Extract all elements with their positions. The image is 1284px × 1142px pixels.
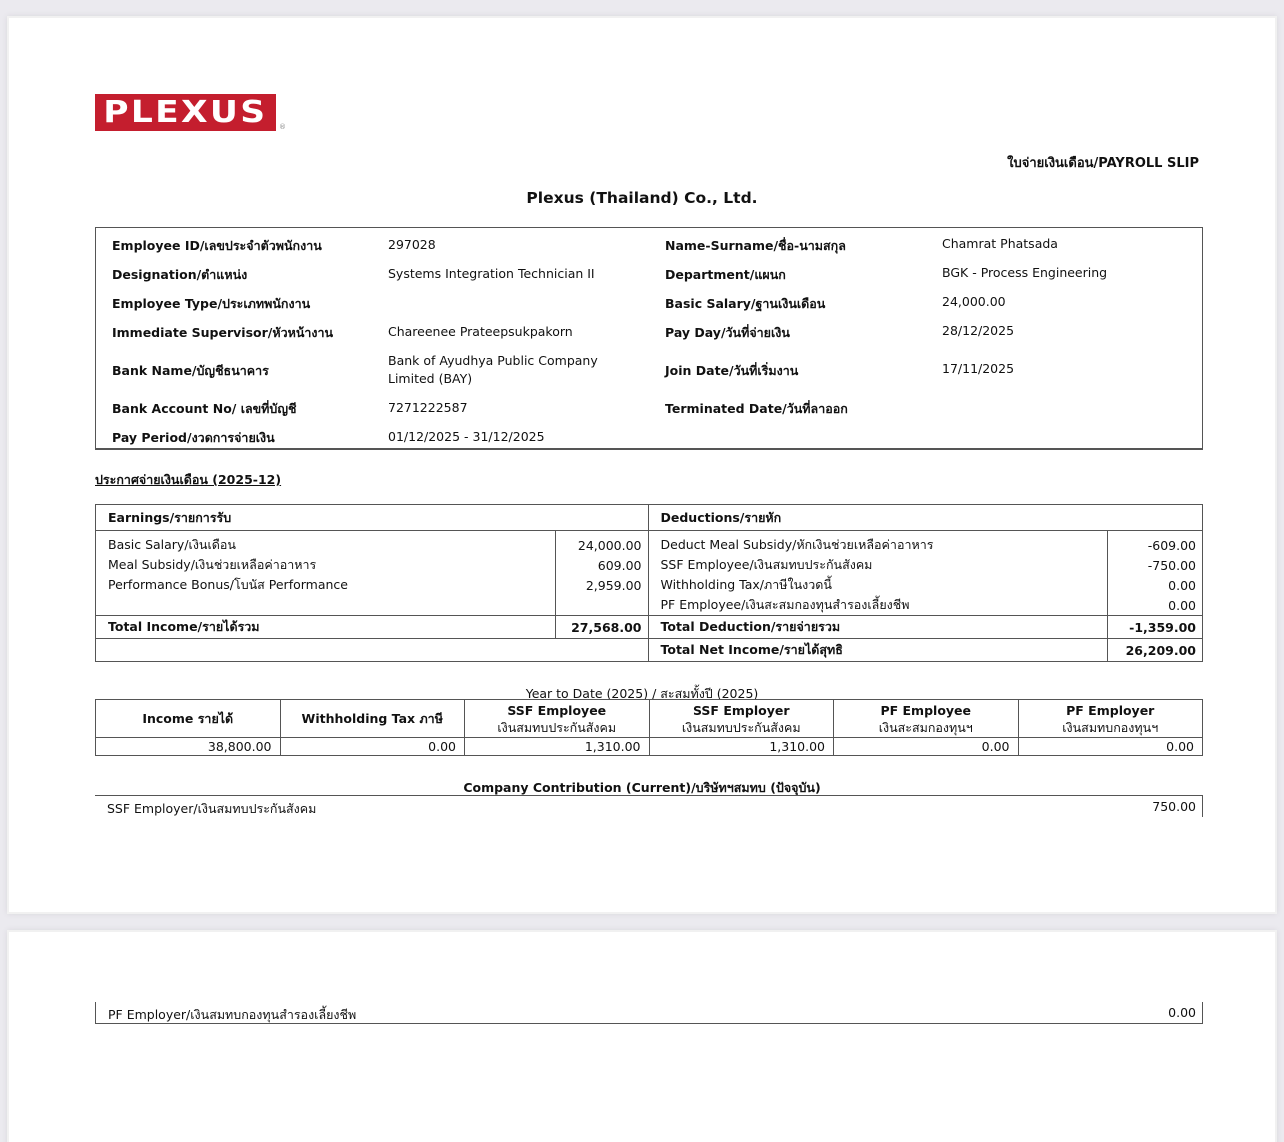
ytd-col-title: Income รายได้ — [142, 711, 234, 726]
earning-amount: 609.00 — [555, 555, 648, 575]
deduction-amount: -750.00 — [1108, 555, 1203, 575]
pay-period-value: 01/12/2025 - 31/12/2025 — [388, 429, 545, 444]
total-deduction-value: -1,359.00 — [1108, 616, 1203, 639]
ytd-pf-employer-value: 0.00 — [1018, 738, 1203, 756]
ytd-col-subtitle: เงินสมทบประกันสังคม — [681, 719, 801, 735]
earning-label: Basic Salary/เงินเดือน — [96, 531, 556, 556]
contribution-amount: 0.00 — [1168, 1005, 1196, 1020]
registered-mark-icon: ® — [279, 123, 286, 131]
earning-label: Performance Bonus/โบนัส Performance — [96, 575, 556, 595]
deduction-label: SSF Employee/เงินสมทบประกันสังคม — [648, 555, 1108, 575]
join-date-label: Join Date/วันที่เริ่มงาน — [665, 363, 799, 378]
pay-period-label: Pay Period/งวดการจ่ายเงิน — [112, 430, 275, 445]
plexus-logo — [95, 94, 276, 131]
payroll-notice-title: ประกาศจ่ายเงินเดือน (2025-12) — [95, 472, 282, 487]
employee-info-box — [95, 227, 1203, 450]
net-income-label: Total Net Income/รายได้สุทธิ — [648, 639, 1108, 662]
deduction-label: Withholding Tax/ภาษีในงวดนี้ — [648, 575, 1108, 595]
payslip-page-1 — [7, 16, 1277, 914]
contribution-row — [95, 795, 1203, 817]
deduction-label: PF Employee/เงินสะสมกองทุนสำรองเลี้ยงชีพ — [648, 595, 1108, 616]
name-value: Chamrat Phatsada — [942, 236, 1058, 251]
ytd-col-pf-employee — [834, 700, 1019, 738]
ytd-values-row — [96, 738, 1203, 756]
table-header-row — [96, 505, 1203, 531]
deduction-amount: 0.00 — [1108, 595, 1203, 616]
bank-name-value: Bank of Ayudhya Public Company Limited (BAY) — [388, 353, 598, 386]
supervisor-label: Immediate Supervisor/หัวหน้างาน — [112, 325, 334, 340]
terminated-date-label: Terminated Date/วันที่ลาออก — [665, 401, 848, 416]
ytd-ssf-employer-value: 1,310.00 — [649, 738, 834, 756]
deductions-header: Deductions/รายหัก — [648, 505, 1203, 531]
employee-id-value: 297028 — [388, 237, 436, 252]
basic-salary-label: Basic Salary/ฐานเงินเดือน — [665, 296, 826, 311]
ytd-col-title: SSF Employee — [507, 702, 607, 718]
ytd-caption: Year to Date (2025) / สะสมทั้งปี (2025) — [525, 686, 759, 701]
earnings-deductions-table — [95, 504, 1203, 662]
contribution-row — [95, 1002, 1203, 1024]
ytd-col-title: PF Employer — [1066, 702, 1155, 718]
document-type-title: ใบจ่ายเงินเดือน/PAYROLL SLIP — [1007, 156, 1199, 171]
contribution-label: PF Employer/เงินสมทบกองทุนสำรองเลี้ยงชีพ — [108, 1007, 357, 1022]
designation-value: Systems Integration Technician II — [388, 266, 595, 281]
ytd-col-ssf-employee — [465, 700, 650, 738]
net-income-value: 26,209.00 — [1108, 639, 1203, 662]
basic-salary-value: 24,000.00 — [942, 294, 1006, 309]
supervisor-value: Chareenee Prateepsukpakorn — [388, 324, 573, 339]
ytd-pf-employee-value: 0.00 — [834, 738, 1019, 756]
pay-day-value: 28/12/2025 — [942, 323, 1015, 338]
bank-name-label: Bank Name/บัญชีธนาคาร — [112, 363, 269, 378]
deduction-amount: -609.00 — [1108, 531, 1203, 556]
employee-id-label: Employee ID/เลขประจำตัวพนักงาน — [112, 238, 322, 253]
ytd-col-tax — [280, 700, 465, 738]
ytd-header-row — [96, 700, 1203, 738]
pay-day-label: Pay Day/วันที่จ่ายเงิน — [665, 325, 790, 340]
contribution-label: SSF Employer/เงินสมทบประกันสังคม — [107, 801, 317, 816]
ytd-col-title: PF Employee — [880, 702, 972, 718]
bank-account-label: Bank Account No/ เลขที่บัญชี — [112, 401, 297, 416]
ytd-tax-value: 0.00 — [280, 738, 465, 756]
table-row — [96, 555, 1203, 575]
table-row — [96, 531, 1203, 556]
deduction-amount: 0.00 — [1108, 575, 1203, 595]
ytd-ssf-employee-value: 1,310.00 — [465, 738, 650, 756]
ytd-col-income — [96, 700, 281, 738]
ytd-col-subtitle: เงินสะสมกองทุนฯ — [878, 719, 973, 735]
total-income-value: 27,568.00 — [555, 616, 648, 639]
ytd-col-ssf-employer — [649, 700, 834, 738]
earning-amount: 2,959.00 — [555, 575, 648, 595]
table-row — [96, 595, 1203, 616]
earning-amount: 24,000.00 — [555, 531, 648, 556]
ytd-table — [95, 699, 1203, 756]
payslip-page-2 — [7, 930, 1277, 1142]
deduction-label: Deduct Meal Subsidy/หักเงินช่วยเหลือค่าอาหาร — [648, 531, 1108, 556]
bank-account-value: 7271222587 — [388, 400, 468, 415]
totals-row — [96, 616, 1203, 639]
company-contribution-title: Company Contribution (Current)/บริษัทฯสมทบ (ปัจจุบัน) — [463, 780, 821, 795]
designation-label: Designation/ตำแหน่ง — [112, 267, 248, 282]
net-income-row — [96, 639, 1203, 662]
ytd-col-subtitle: เงินสมทบประกันสังคม — [497, 719, 617, 735]
employee-type-label: Employee Type/ประเภทพนักงาน — [112, 296, 311, 311]
company-name: Plexus (Thailand) Co., Ltd. — [526, 189, 758, 207]
logo-text: PLEXUS — [103, 94, 268, 130]
ytd-col-pf-employer — [1018, 700, 1203, 738]
department-value: BGK - Process Engineering — [942, 265, 1108, 280]
ytd-col-title: SSF Employer — [692, 702, 790, 718]
total-income-label: Total Income/รายได้รวม — [96, 616, 556, 639]
contribution-amount: 750.00 — [1152, 799, 1196, 814]
total-deduction-label: Total Deduction/รายจ่ายรวม — [648, 616, 1108, 639]
ytd-col-subtitle: เงินสมทบกองทุนฯ — [1062, 719, 1159, 735]
name-label: Name-Surname/ชื่อ-นามสกุล — [665, 238, 846, 253]
table-row — [96, 575, 1203, 595]
department-label: Department/แผนก — [665, 267, 786, 282]
earnings-header: Earnings/รายการรับ — [96, 505, 649, 531]
earning-label: Meal Subsidy/เงินช่วยเหลือค่าอาหาร — [96, 555, 556, 575]
ytd-income-value: 38,800.00 — [96, 738, 281, 756]
join-date-value: 17/11/2025 — [942, 361, 1015, 376]
ytd-col-title: Withholding Tax ภาษี — [301, 711, 443, 726]
